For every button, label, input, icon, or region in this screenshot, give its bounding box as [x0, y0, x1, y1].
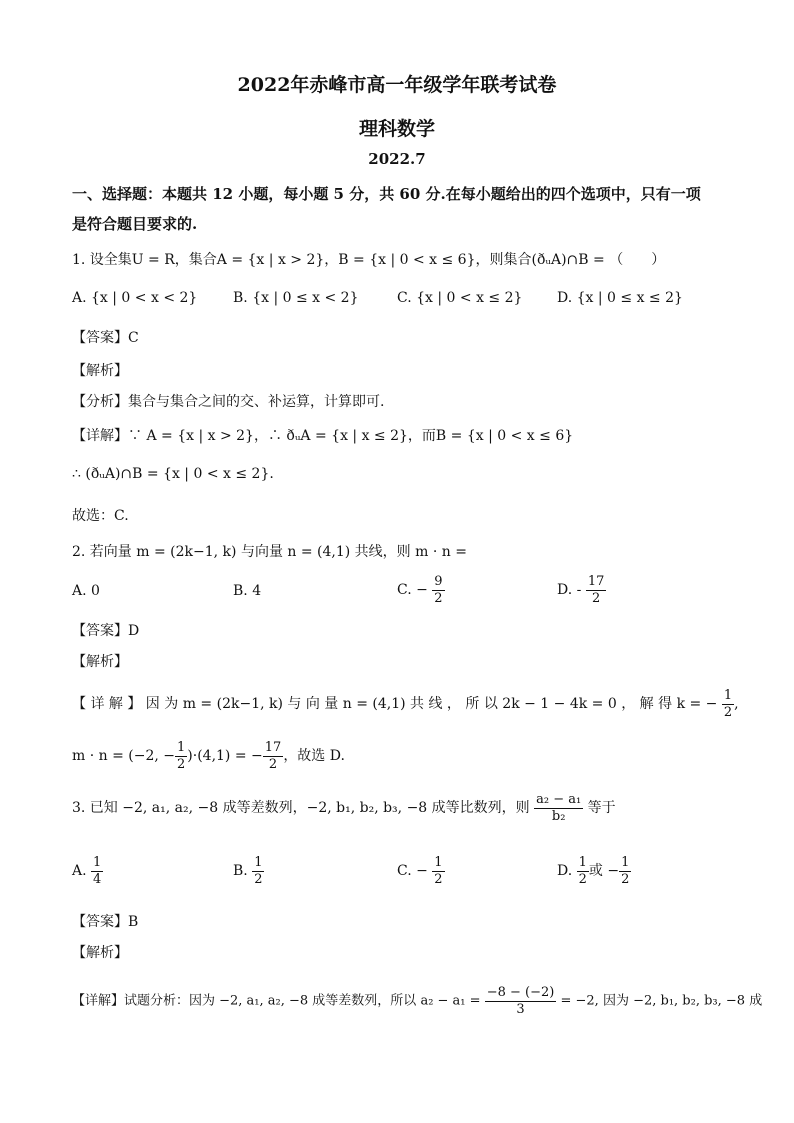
- q2-option-c-fraction: $\frac{9}{2}$: [434, 574, 443, 606]
- exam-subtitle: 理科数学: [358, 118, 435, 140]
- q2-detail-2-fraction-1: $\frac{1}{2}$: [177, 740, 186, 772]
- q2-detail-1: 【 详 解 】 因 为 m = (2k−1, k) 与 向 量 n = (4,1) 共 线 ， 所 以 2k − 1 − 4k = 0 ， 解 得 k = − $\frac{1}{2}$ ,: [72, 688, 739, 720]
- q1-option-a: A. {x | 0 < x < 2}: [72, 290, 198, 306]
- q2-option-d-fraction: $\frac{17}{2}$: [587, 574, 605, 606]
- q3-option-a: A. $\frac{1}{4}$: [72, 855, 102, 887]
- q2-detail-2: m · n = (−2, − $\frac{1}{2}$ )·(4,1) = − $\frac{17}{2}$ ，故选 D.: [72, 740, 345, 772]
- q2-option-d: [557, 574, 606, 606]
- q1-option-b: B. {x | 0 ≤ x < 2}: [233, 290, 359, 306]
- q1-detail-1: 【详解】∵ A = {x | x > 2}，∴ ðᵤA = {x | x ≤ 2}，而B = {x | 0 < x ≤ 6}: [72, 428, 574, 444]
- q2-option-b: B. 4: [233, 583, 262, 599]
- section-heading-line2: 是符合题目要求的.: [72, 215, 198, 233]
- q3-stem-fraction: $\frac{\text{a₂ − a₁}}{\text{b₂}}$: [536, 792, 582, 824]
- q1-detail-2: ∴ (ðᵤA)∩B = {x | 0 < x ≤ 2}.: [72, 466, 274, 482]
- exam-title: 2022年赤峰市高一年级学年联考试卷: [237, 74, 557, 96]
- q3-detail: 【详解】试题分析：因为 −2, a₁, a₂, −8 成等差数列，所以 a₂ − a₁ = $\frac{-8 - (-2)}{3}$ = −2, 因为 −2, b₁, b₂, b₃, −8 成: [72, 985, 763, 1017]
- q3-option-c: C. − $\frac{1}{2}$: [397, 855, 443, 887]
- q3-option-b: B. $\frac{1}{2}$: [233, 855, 263, 887]
- q1-stem: 1. 设全集U = R，集合A = {x | x > 2}，B = {x | 0 < x ≤ 6}，则集合(ðᵤA)∩B = （ ）: [72, 252, 666, 268]
- q3-detail-fraction: $\frac{-8 - (-2)}{3}$: [486, 985, 555, 1017]
- q3-answer: 【答案】B: [72, 914, 139, 930]
- exam-date: 2022.7: [368, 150, 426, 168]
- q2-option-c-label: C. −: [397, 582, 428, 599]
- q1-option-d: D. {x | 0 ≤ x ≤ 2}: [557, 290, 683, 306]
- q1-analysis-label: 【解析】: [72, 363, 128, 379]
- q2-option-a: A. 0: [72, 583, 100, 599]
- q1-answer: 【答案】C: [72, 330, 139, 346]
- q1-option-c: C. {x | 0 < x ≤ 2}: [397, 290, 523, 306]
- q3-option-d: D. $\frac{1}{2}$ 或 − $\frac{1}{2}$: [557, 855, 630, 887]
- q2-detail-2-fraction-2: $\frac{17}{2}$: [264, 740, 282, 772]
- q2-option-c: [397, 574, 445, 606]
- q2-analysis-label: 【解析】: [72, 654, 128, 670]
- q2-detail-1-fraction: $\frac{1}{2}$: [723, 688, 733, 720]
- q1-result: 故选：C.: [72, 508, 129, 524]
- q2-option-d-label: D. -: [557, 582, 582, 599]
- q2-stem: 2. 若向量 m = (2k−1, k) 与向量 n = (4,1) 共线，则 m · n =: [72, 544, 467, 560]
- section-heading-line1: 一、选择题：本题共 12 小题，每小题 5 分，共 60 分.在每小题给出的四个选项中，只有一项: [72, 185, 701, 203]
- q2-answer: 【答案】D: [72, 623, 140, 639]
- q3-stem: 3. 已知 −2, a₁, a₂, −8 成等差数列，−2, b₁, b₂, b₃, −8 成等比数列，则 $\frac{\text{a₂ − a₁}}{\text{b₂}}$ 等于: [72, 792, 616, 824]
- q3-analysis-label: 【解析】: [72, 945, 128, 961]
- q1-fenxi: 【分析】集合与集合之间的交、补运算，计算即可.: [72, 394, 385, 410]
